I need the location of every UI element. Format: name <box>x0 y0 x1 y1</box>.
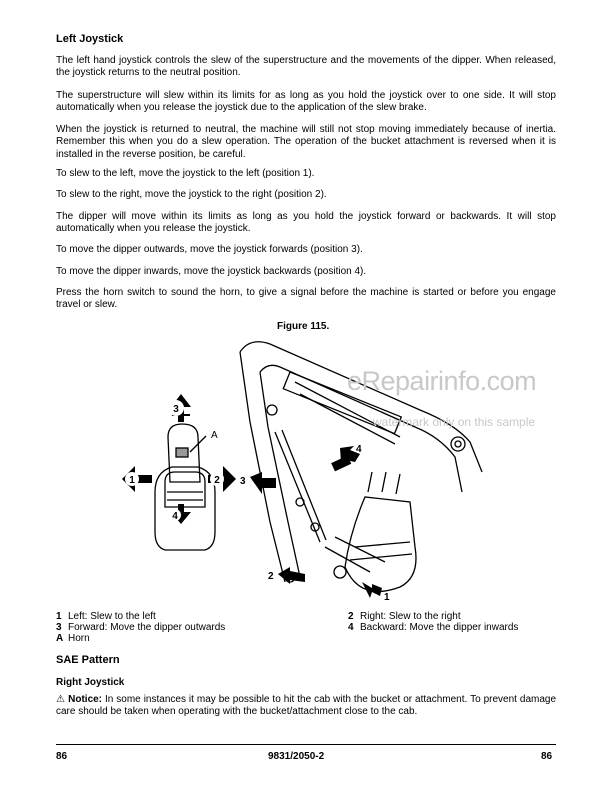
joystick-drawing <box>155 424 215 550</box>
callout-2-boom: 2 <box>268 571 274 582</box>
paragraph: To slew to the right, move the joystick to the right (position 2). <box>56 189 327 200</box>
callout-1-boom: 1 <box>384 592 390 603</box>
section-heading: Left Joystick <box>56 33 124 45</box>
legend-text: Horn <box>68 633 90 644</box>
watermark-note: watermark only on this sample <box>373 415 536 429</box>
callout-1: 1 <box>129 475 135 486</box>
legend-text: Right: Slew to the right <box>360 611 461 622</box>
notice-label: Notice: <box>68 694 103 705</box>
paragraph: The superstructure will slew within its limits for as long as you hold the joystick over to one side. It will stop automatically when you release the joystick due to the application of the slew brake. <box>56 90 556 114</box>
arrow-slew-right <box>362 582 382 598</box>
legend-key: 1 <box>56 611 62 622</box>
callout-3-boom: 3 <box>240 476 246 487</box>
paragraph: Press the horn switch to sound the horn, to give a signal before the machine is started or before you engage travel or slew. <box>56 287 556 311</box>
paragraph: To slew to the left, move the joystick to the left (position 1). <box>56 168 315 179</box>
footer-divider <box>56 744 556 745</box>
legend-key: A <box>56 633 64 644</box>
legend-text: Forward: Move the dipper outwards <box>68 622 226 633</box>
legend-item <box>348 622 518 634</box>
paragraph: To move the dipper outwards, move the joystick forwards (position 3). <box>56 244 363 255</box>
notice-text: In some instances it may be possible to hit the cab with the bucket or attachment. To prevent damage care should be taken when operating with the bucket/attachment close to the cab. <box>56 694 557 718</box>
paragraph: To move the dipper inwards, move the joystick backwards (position 4). <box>56 266 367 277</box>
arrow-dipper-out <box>250 472 276 494</box>
subheading-right-joystick: Right Joystick <box>56 677 125 688</box>
paragraph: The dipper will move within its limits as long as you hold the joystick forward or backwards. It will stop automatically when you release the joystick. <box>56 211 556 235</box>
figure-title: Figure 115. <box>277 321 330 332</box>
legend-key: 3 <box>56 622 62 633</box>
footer-doc-number: 9831/2050-2 <box>268 751 325 762</box>
watermark-site: eRepairinfo.com <box>347 366 537 396</box>
paragraph: When the joystick is returned to neutral, the machine will still not stop moving immediately because of inertia. Remember this when you do a slew operation. The operation of the bucket attachment is reversed when it is installed in the reverse position, be careful. <box>56 124 556 160</box>
callout-4: 4 <box>172 511 178 522</box>
section-heading-sae: SAE Pattern <box>56 654 120 666</box>
callout-2: 2 <box>214 475 220 486</box>
callout-a: A <box>211 430 218 441</box>
legend-key: 2 <box>348 611 354 622</box>
footer-page-right: 86 <box>541 751 553 762</box>
legend-key: 4 <box>348 622 354 633</box>
paragraph: The left hand joystick controls the slew of the superstructure and the movements of the dipper. When released, the joystick returns to the neutral position. <box>56 55 556 79</box>
legend-text: Backward: Move the dipper inwards <box>360 622 519 633</box>
warning-icon: ⚠ <box>56 694 66 705</box>
footer-page-left: 86 <box>56 751 68 762</box>
callout-3: 3 <box>173 404 179 415</box>
notice-block <box>56 694 556 719</box>
legend-item <box>56 633 90 645</box>
legend-text: Left: Slew to the left <box>68 611 156 622</box>
callout-4-boom: 4 <box>356 444 362 455</box>
